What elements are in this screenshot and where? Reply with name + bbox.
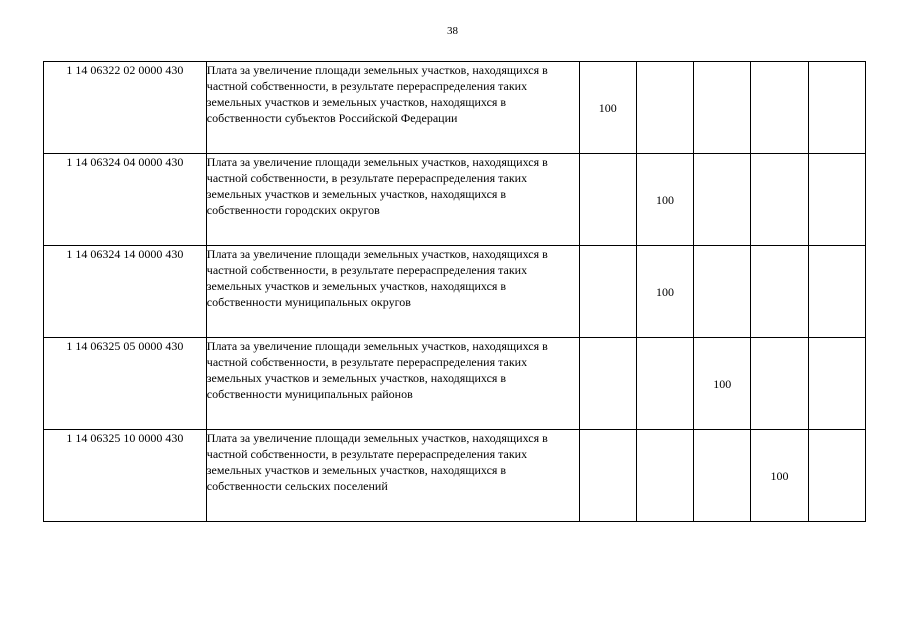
norm-value-cell [808,430,865,522]
norm-value: 100 [655,284,674,299]
revenue-description-cell: Плата за увеличение площади земельных участков, находящихся в частной собственности, в результате перераспределения таких земельных участков и земельных участков, находящихся в собственности субъектов Российской Федерации [206,62,579,154]
revenue-code-cell: 1 14 06324 14 0000 430 [44,246,207,338]
revenue-description-cell: Плата за увеличение площади земельных участков, находящихся в частной собственности, в результате перераспределения таких земельных участков и земельных участков, находящихся в собственности муниципальных округов [206,246,579,338]
table-row [44,430,866,522]
norm-value-cell [636,338,693,430]
norm-value-cell [808,246,865,338]
norm-value-cell [579,430,636,522]
norm-value: 100 [713,376,732,391]
revenue-description-cell: Плата за увеличение площади земельных участков, находящихся в частной собственности, в результате перераспределения таких земельных участков и земельных участков, находящихся в собственности сельских поселений [206,430,579,522]
norm-value-cell [636,62,693,154]
norm-value-cell [694,338,751,430]
norm-value: 100 [770,468,789,483]
norm-value-cell [751,246,808,338]
norm-value-cell [694,62,751,154]
norm-value-cell [579,246,636,338]
norm-value-cell [808,338,865,430]
revenue-code-cell: 1 14 06325 10 0000 430 [44,430,207,522]
table-row [44,62,866,154]
norm-value-cell [636,154,693,246]
table-body [44,62,866,522]
table-row [44,246,866,338]
norm-value-cell [636,430,693,522]
norm-value-cell [636,246,693,338]
norm-value-cell [751,338,808,430]
revenue-description-cell: Плата за увеличение площади земельных участков, находящихся в частной собственности, в результате перераспределения таких земельных участков и земельных участков, находящихся в собственности муниципальных районов [206,338,579,430]
norm-value-cell [579,338,636,430]
norm-value-cell [694,430,751,522]
revenue-code-cell: 1 14 06322 02 0000 430 [44,62,207,154]
revenue-distribution-table [43,61,866,522]
table-row [44,338,866,430]
norm-value-cell [579,154,636,246]
revenue-description-cell: Плата за увеличение площади земельных участков, находящихся в частной собственности, в результате перераспределения таких земельных участков и земельных участков, находящихся в собственности городских округов [206,154,579,246]
norm-value-cell [808,154,865,246]
revenue-code-cell: 1 14 06325 05 0000 430 [44,338,207,430]
norm-value-cell [751,62,808,154]
norm-value-cell [694,154,751,246]
norm-value: 100 [655,192,674,207]
norm-value-cell [751,430,808,522]
revenue-code-cell: 1 14 06324 04 0000 430 [44,154,207,246]
norm-value-cell [694,246,751,338]
table-row [44,154,866,246]
page-number: 38 [447,25,458,37]
norm-value: 100 [598,100,617,115]
norm-value-cell [808,62,865,154]
norm-value-cell [751,154,808,246]
norm-value-cell [579,62,636,154]
